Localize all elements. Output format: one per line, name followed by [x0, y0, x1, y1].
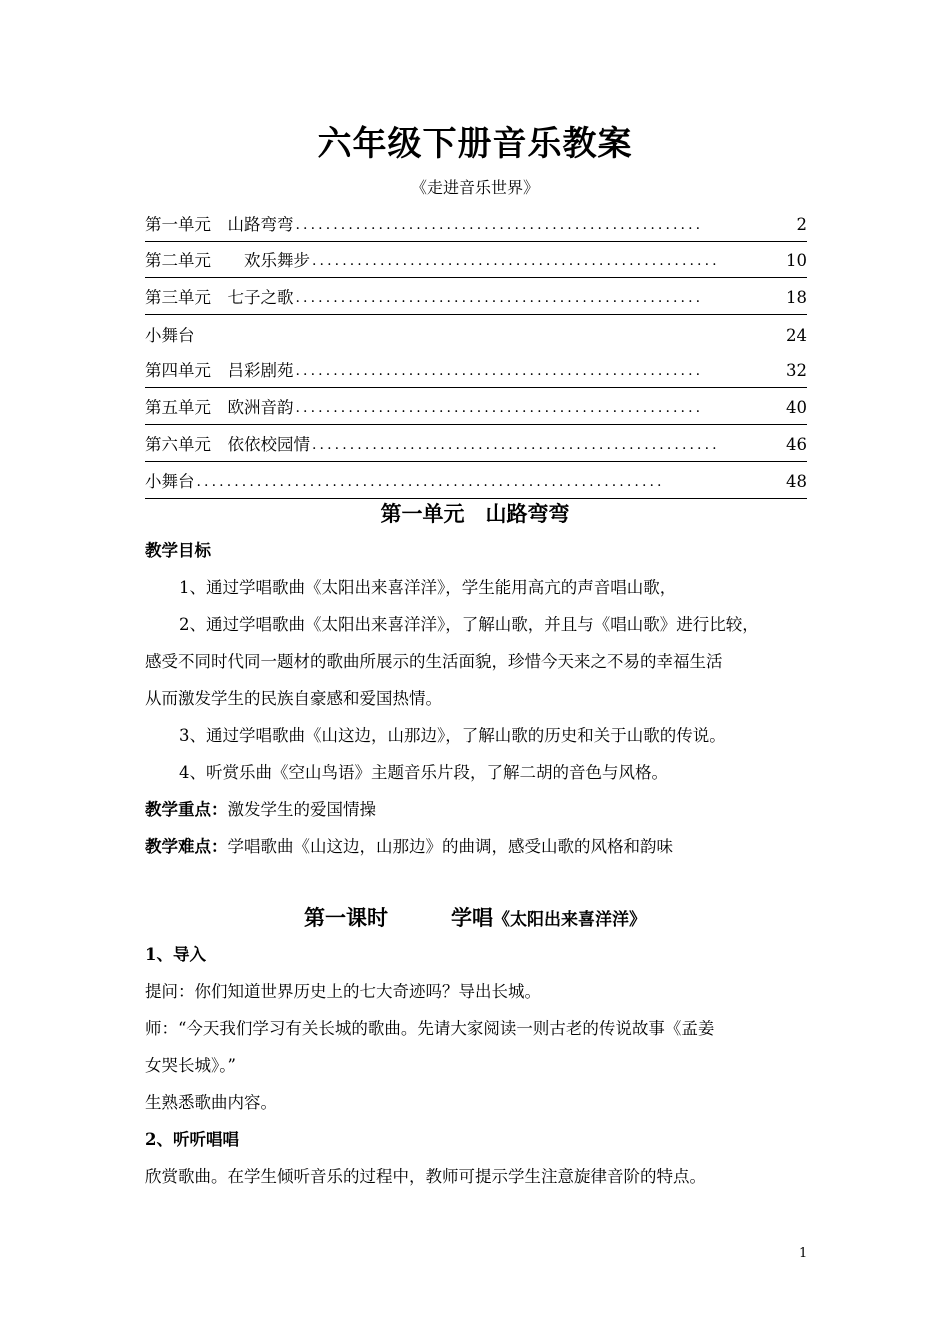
- toc-entry-page: 46: [786, 434, 807, 454]
- goal-item-continued: 感受不同时代同一题材的歌曲所展示的生活面貌，珍惜今天来之不易的幸福生活: [145, 652, 723, 671]
- toc-entry[interactable]: [145, 242, 807, 279]
- toc-entry[interactable]: [145, 278, 807, 315]
- paragraph: 师：“今天我们学习有关长城的歌曲。先请大家阅读一则古老的传说故事《孟姜: [145, 1019, 715, 1038]
- unit-heading: [0, 498, 950, 528]
- key-point-text: 激发学生的爱国情操: [227, 800, 376, 819]
- toc-leader-dots: ......................................................: [295, 216, 704, 233]
- difficulty-text: 学唱歌曲《山这边，山那边》的曲调，感受山歌的风格和韵味: [227, 837, 673, 856]
- toc-leader-dots: ......................................................: [312, 253, 720, 270]
- toc-leader-dots: ..............................................................: [196, 473, 665, 490]
- toc-entry-page: 48: [786, 471, 807, 491]
- section-label-listen: 2、听听唱唱: [145, 1130, 239, 1149]
- toc-entry[interactable]: [145, 462, 807, 499]
- toc-entry[interactable]: [145, 205, 807, 242]
- toc-entry-page: 2: [796, 214, 807, 234]
- toc-entry-page: 32: [786, 361, 807, 381]
- toc-entry[interactable]: [145, 388, 807, 425]
- toc-entry-page: 24: [786, 325, 807, 345]
- difficulty-point: [145, 828, 810, 865]
- page-number: 1: [799, 1246, 808, 1261]
- toc-entry-label: 第四单元 吕彩剧苑: [145, 361, 294, 381]
- paragraph: 生熟悉歌曲内容。: [145, 1093, 277, 1112]
- toc-leader-dots: ......................................................: [295, 290, 704, 307]
- unit-body: [145, 532, 810, 865]
- goal-item: 1、通过学唱歌曲《太阳出来喜洋洋》，学生能用高亢的声音唱山歌，: [179, 578, 677, 597]
- toc-entry-label: 第五单元 欧洲音韵: [145, 398, 294, 418]
- lesson-heading: [0, 902, 950, 932]
- toc-entry-label: 小舞台: [145, 325, 195, 345]
- toc-entry-page: 40: [786, 398, 807, 418]
- toc-entry-label: 第二单元 欢乐舞步: [145, 251, 310, 271]
- goal-item: 2、通过学唱歌曲《太阳出来喜洋洋》，了解山歌，并且与《唱山歌》进行比较，: [179, 615, 759, 634]
- toc-entry[interactable]: [145, 315, 807, 352]
- toc-entry-page: 18: [786, 288, 807, 308]
- toc-entry-label: 第一单元 山路弯弯: [145, 214, 294, 234]
- paragraph: 欣赏歌曲。在学生倾听音乐的过程中，教师可提示学生注意旋律音阶的特点。: [145, 1167, 706, 1186]
- toc-entry[interactable]: [145, 425, 807, 462]
- toc-entry-page: 10: [786, 251, 807, 271]
- toc-entry-label: 第六单元 依依校园情: [145, 434, 310, 454]
- lesson-heading-main: 第一课时 学唱: [304, 905, 493, 930]
- paragraph: 提问：你们知道世界历史上的七大奇迹吗？导出长城。: [145, 982, 541, 1001]
- paragraph-continued: 女哭长城》。”: [145, 1056, 236, 1075]
- goal-item-continued: 从而激发学生的民族自豪感和爱国热情。: [145, 689, 442, 708]
- goal-item: 3、通过学唱歌曲《山这边，山那边》，了解山歌的历史和关于山歌的传说。: [179, 726, 726, 745]
- difficulty-label: 教学难点：: [145, 837, 228, 856]
- key-point-label: 教学重点：: [145, 800, 228, 819]
- document-subtitle: 《走进音乐世界》: [410, 178, 539, 197]
- goal-item: 4、听赏乐曲《空山鸟语》主题音乐片段，了解二胡的音色与风格。: [179, 763, 668, 782]
- toc-entry[interactable]: [145, 352, 807, 389]
- toc-leader-dots: ......................................................: [312, 436, 720, 453]
- lesson-heading-song: 《太阳出来喜洋洋》: [493, 910, 646, 930]
- section-label-intro: 1、导入: [145, 945, 206, 964]
- goals-label: 教学目标: [145, 541, 211, 560]
- toc-entry-label: 小舞台: [145, 471, 195, 491]
- toc-leader-dots: ......................................................: [295, 400, 704, 417]
- table-of-contents: [145, 205, 807, 499]
- toc-leader-dots: ......................................................: [295, 363, 704, 380]
- lesson-body: [145, 936, 810, 1195]
- unit-heading-text: 第一单元 山路弯弯: [380, 501, 570, 526]
- document-title: 六年级下册音乐教案: [317, 124, 633, 164]
- toc-entry-label: 第三单元 七子之歌: [145, 288, 294, 308]
- key-point: [145, 791, 810, 828]
